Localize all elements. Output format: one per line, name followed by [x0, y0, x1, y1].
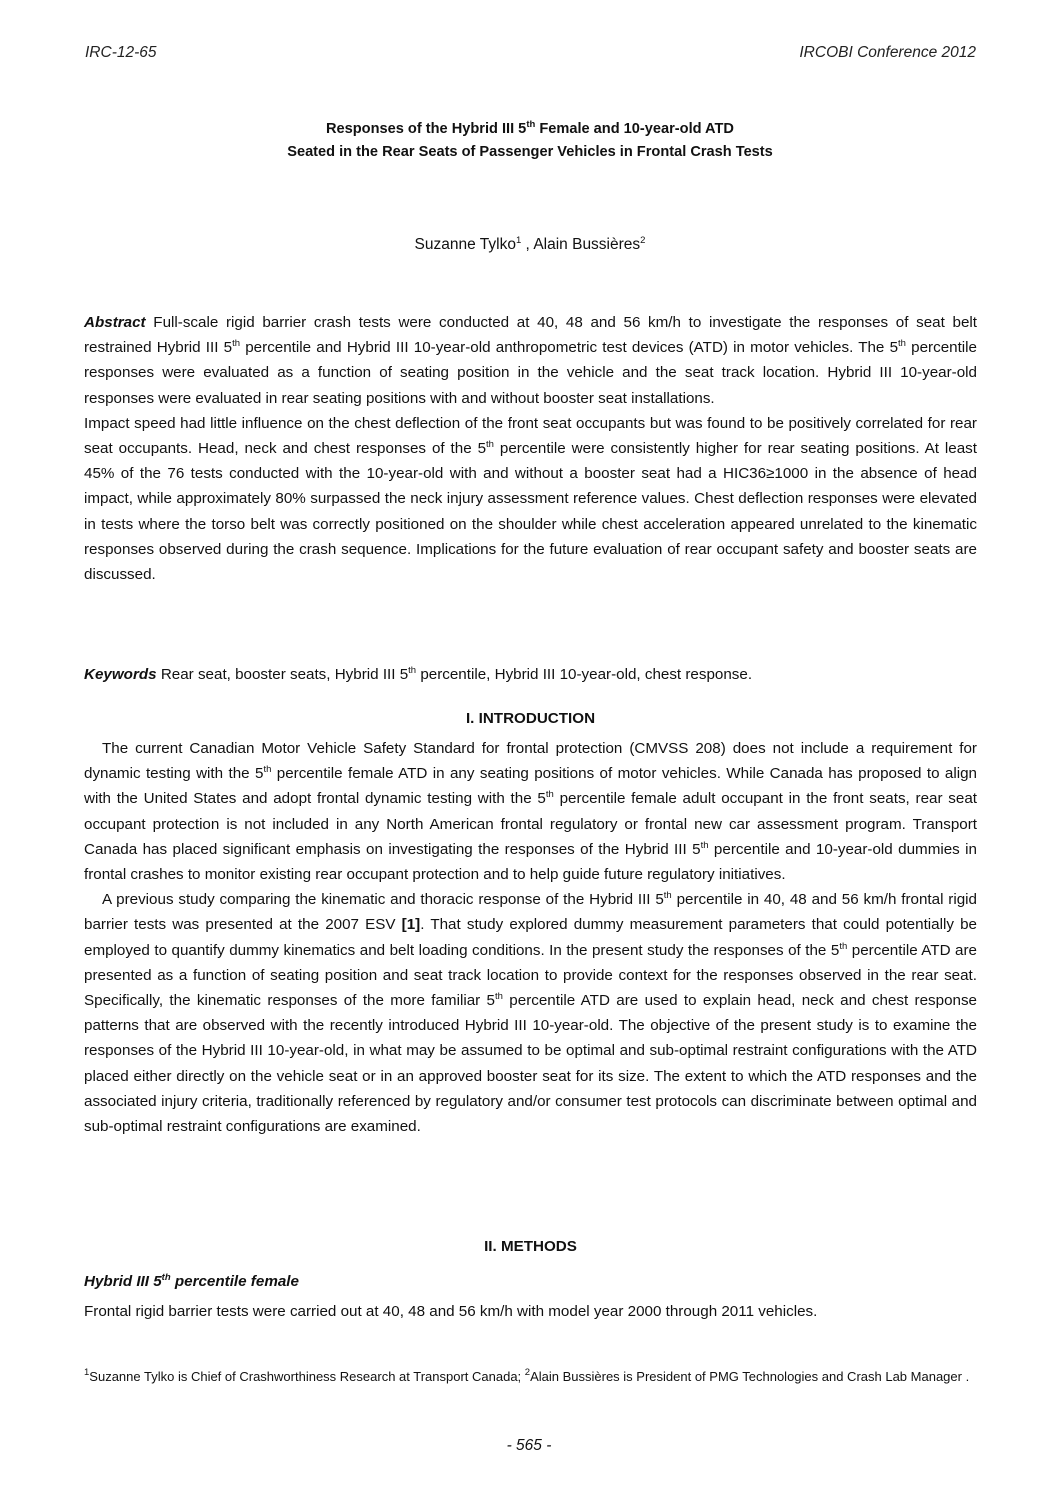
- paragraph-text: . That study explored dummy measurement parameters that could potentially be employed to quantify dummy kinematics and belt loading conditions. In the present study the responses of the 5: [84, 916, 977, 959]
- footnote: [84, 1366, 977, 1387]
- keywords-text: percentile, Hybrid III 10-year-old, chest response.: [416, 666, 753, 683]
- abstract-paragraph: [84, 411, 977, 587]
- author-affiliation-mark: 2: [640, 235, 646, 246]
- paragraph-text: percentile female adult occupant in the front seats, rear seat occupant protection is not included in any North American frontal regulatory or frontal new car assessment program. Transport Canada has placed significant emphasis on investigating the responses of the Hybrid III 5: [84, 790, 977, 858]
- methods-body: [84, 1299, 977, 1324]
- subsection-text: percentile female: [170, 1273, 299, 1290]
- paragraph-text: percentile in 40, 48 and 56 km/h frontal rigid barrier tests was presented at the 2007 ESV: [84, 891, 977, 934]
- footnote-mark: 1: [84, 1367, 90, 1378]
- superscript: th: [486, 439, 494, 451]
- footnote-mark: 2: [524, 1367, 531, 1378]
- keywords-label: Keywords: [84, 666, 157, 683]
- paragraph-text: percentile ATD are used to explain head, neck and chest response patterns that are observed with the recently introduced Hybrid III 10-year-old. The objective of the present study is to examine the responses of the Hybrid III 10-year-old, in what may be assumed to be optimal and sub-optimal restraint configurations with the ATD placed either directly on the vehicle seat or in an approved booster seat for its size. The extent to which the ATD responses and the associated injury criteria, traditionally referenced by regulatory and/or consumer test protocols can discriminate between optimal and sub-optimal restraint configurations are examined.: [84, 992, 978, 1136]
- abstract-paragraph: [84, 310, 977, 411]
- body-paragraph: Frontal rigid barrier tests were carried out at 40, 48 and 56 km/h with model year 2000 through 2011 vehicles.: [84, 1303, 818, 1320]
- superscript: th: [839, 940, 848, 952]
- paragraph-text: percentile female ATD in any seating positions of motor vehicles. While Canada has proposed to align with the United States and adopt frontal dynamic testing with the 5: [84, 765, 977, 808]
- body-paragraph: [84, 736, 977, 887]
- abstract: [84, 310, 977, 587]
- title-text: Female and 10-year-old ATD: [535, 121, 734, 137]
- superscript: th: [663, 890, 672, 902]
- abstract-label: Abstract: [84, 314, 146, 331]
- subsection-heading: [84, 1273, 299, 1290]
- superscript: th: [408, 665, 417, 676]
- footnote-text: Suzanne Tylko is Chief of Crashworthiness Research at Transport Canada;: [89, 1369, 525, 1384]
- paragraph-text: A previous study comparing the kinematic and thoracic response of the Hybrid III 5: [102, 891, 664, 909]
- superscript: th: [161, 1272, 171, 1283]
- subsection-text: Hybrid III 5: [84, 1273, 162, 1290]
- paragraph-text: The current Canadian Motor Vehicle Safety Standard for frontal protection (CMVSS 208) does not include a requirement for dynamic testing with the 5: [84, 740, 977, 783]
- author-name: Alain Bussières: [533, 236, 641, 253]
- footnote-text: Alain Bussières is President of PMG Technologies and Crash Lab Manager .: [530, 1369, 970, 1384]
- title-superscript: th: [526, 119, 536, 130]
- body-paragraph: [84, 887, 977, 1139]
- paragraph-text: percentile and 10-year-old dummies in frontal crashes to monitor existing rear occupant protection and to help guide future regulatory initiatives.: [84, 840, 978, 884]
- paper-title: [80, 118, 980, 164]
- citation-link[interactable]: [1]: [401, 916, 421, 934]
- title-line-1: [80, 118, 980, 141]
- superscript: th: [263, 764, 272, 776]
- page-number: - 565 -: [506, 1437, 552, 1454]
- keywords-text: Rear seat, booster seats, Hybrid III 5: [156, 666, 409, 683]
- running-header-right: IRCOBI Conference 2012: [799, 44, 976, 61]
- author-list: [80, 236, 980, 254]
- superscript: th: [495, 991, 503, 1003]
- author-separator: ,: [521, 236, 534, 253]
- author-name: Suzanne Tylko: [414, 236, 516, 253]
- paragraph-text: Impact speed had little influence on the chest deflection of the front seat occupants but was found to be positively correlated for rear seat occupants. Head, neck and chest responses of the 5: [84, 414, 977, 458]
- section-heading-introduction: I. INTRODUCTION: [465, 710, 596, 727]
- paragraph-text: percentile and Hybrid III 10-year-old anthropometric test devices (ATD) in motor vehicles. The 5: [240, 339, 899, 357]
- title-line-2: Seated in the Rear Seats of Passenger Vehicles in Frontal Crash Tests: [287, 144, 773, 160]
- paragraph-text: percentile ATD are presented as a function of seating position and seat track location to provide context for the responses observed in the rear seat. Specifically, the kinematic responses of the more familiar 5: [84, 941, 977, 1010]
- running-header-left: IRC-12-65: [85, 44, 157, 61]
- paragraph-text: Full-scale rigid barrier crash tests were conducted at 40, 48 and 56 km/h to investigate the responses of seat belt restrained Hybrid III 5: [84, 314, 977, 357]
- section-heading-methods: II. METHODS: [484, 1238, 577, 1255]
- author-affiliation-mark: 1: [515, 235, 522, 246]
- superscript: th: [545, 789, 554, 801]
- introduction-body: [84, 736, 977, 1139]
- superscript: th: [898, 338, 906, 350]
- paragraph-text: percentile responses were evaluated as a function of seating position in the vehicle and the seat track location. Hybrid III 10-year-old responses were evaluated in rear seating positions with and without booster seat installations.: [84, 339, 977, 407]
- keywords: [84, 662, 977, 687]
- superscript: th: [232, 338, 241, 350]
- paragraph-text: percentile were consistently higher for rear seating positions. At least 45% of the 76 tests conducted with the 10-year-old with and without a booster seat had a HIC36≥1000 in the absence of head impact, while approximately 80% surpassed the neck injury assessment reference values. Chest deflection responses were elevated in tests where the torso belt was correctly positioned on the shoulder while chest acceleration appeared unrelated to the kinematic responses observed during the crash sequence. Implications for the future evaluation of rear occupant safety and booster seats are discussed.: [84, 440, 977, 584]
- keywords-line: [84, 662, 977, 687]
- title-text: Responses of the Hybrid III 5: [326, 121, 527, 137]
- superscript: th: [700, 839, 709, 851]
